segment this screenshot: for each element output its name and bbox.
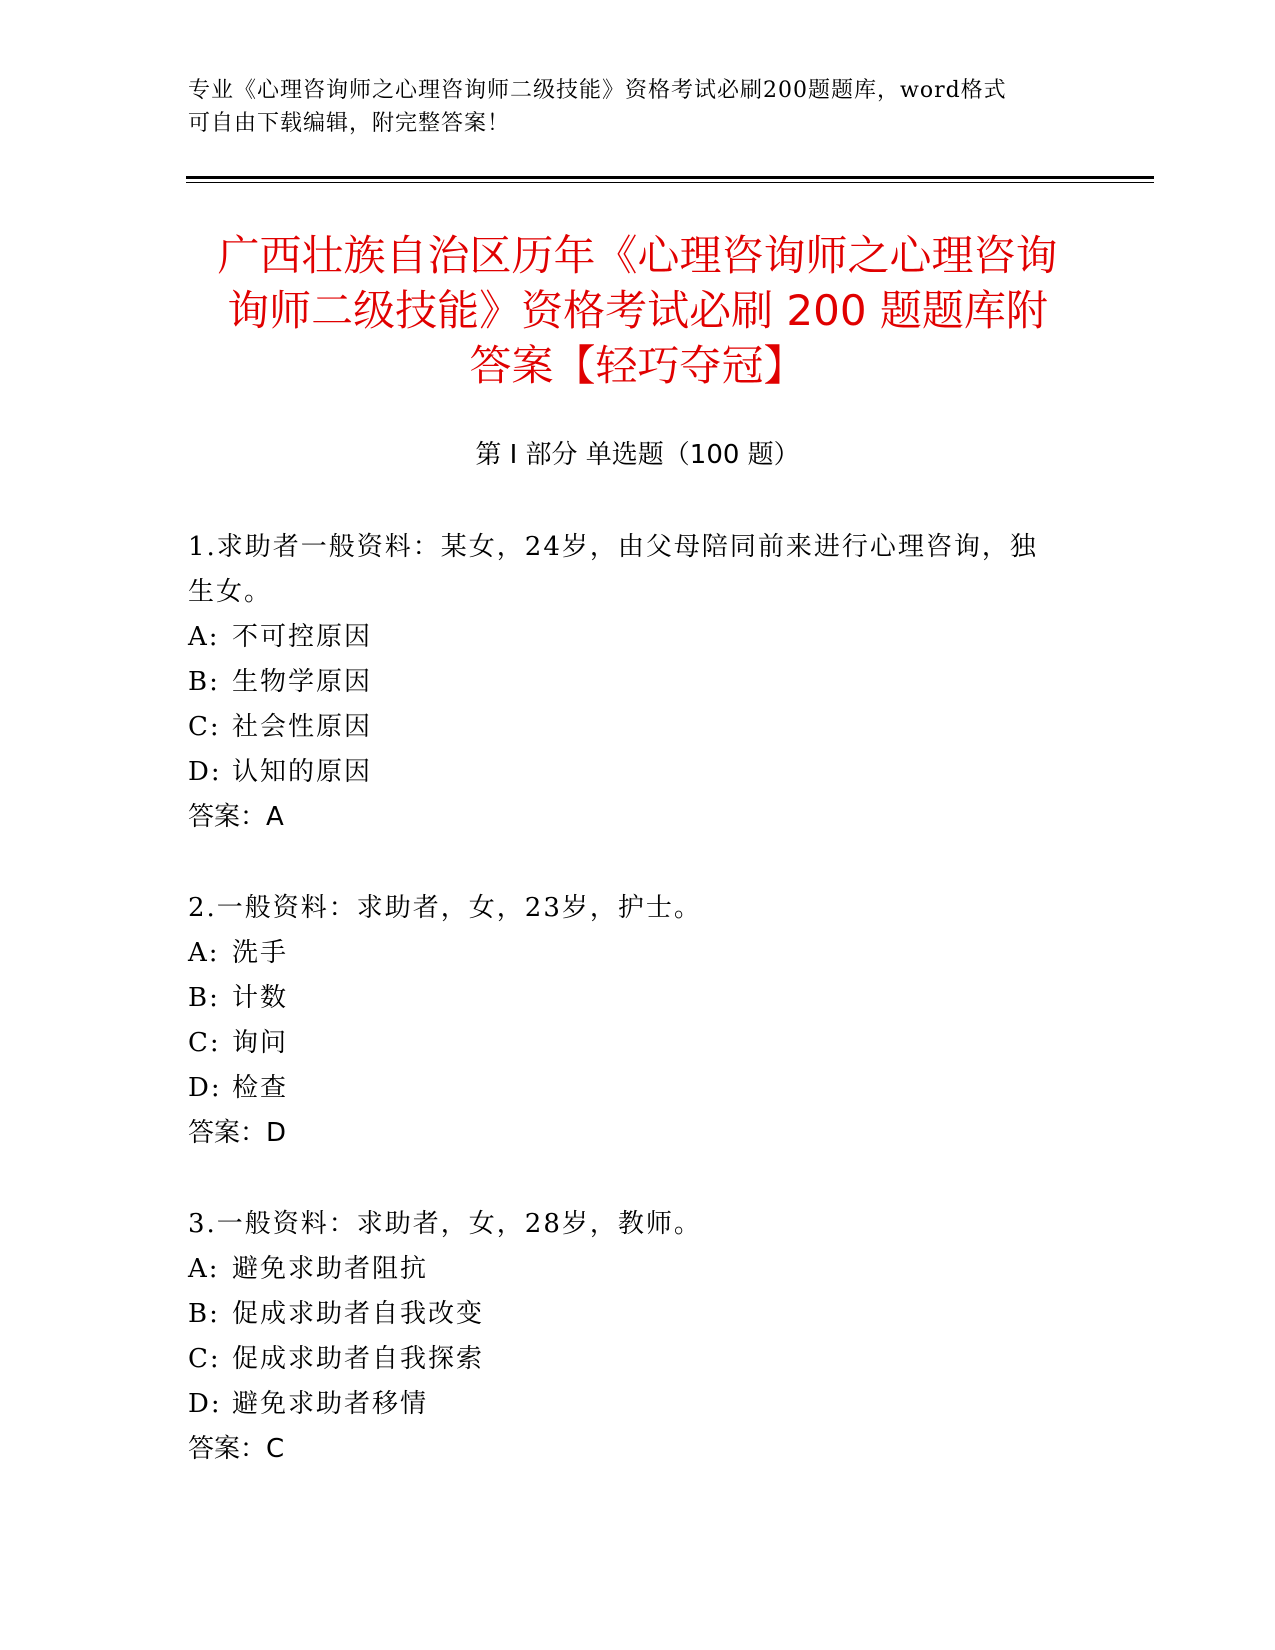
question-stem-line-2: 生女。 bbox=[188, 577, 273, 607]
option-text: 避免求助者移情 bbox=[232, 1389, 429, 1419]
option-a bbox=[188, 1247, 1068, 1292]
answer-line: 答案：D bbox=[188, 1118, 287, 1148]
option-a bbox=[188, 931, 1068, 976]
answer-line: 答案：C bbox=[188, 1434, 285, 1464]
option-text: 促成求助者自我改变 bbox=[232, 1299, 485, 1329]
option-text: 不可控原因 bbox=[232, 622, 373, 652]
option-b bbox=[188, 976, 1068, 1021]
question-1 bbox=[188, 525, 1068, 840]
option-d bbox=[188, 1382, 1068, 1427]
option-text: 认知的原因 bbox=[232, 757, 373, 787]
document-title bbox=[150, 228, 1125, 393]
question-stem-line-1: 2.一般资料：求助者，女，23岁，护士。 bbox=[188, 893, 702, 923]
title-line-2: 询师二级技能》资格考试必刷 200 题题库附 bbox=[227, 286, 1048, 335]
option-text: 避免求助者阻抗 bbox=[232, 1254, 429, 1284]
option-text: 计数 bbox=[232, 983, 289, 1013]
option-key: B: bbox=[188, 983, 220, 1013]
option-key: B: bbox=[188, 667, 220, 697]
option-d bbox=[188, 1066, 1068, 1111]
option-b bbox=[188, 1292, 1068, 1337]
option-b bbox=[188, 660, 1068, 705]
header-divider-thick bbox=[186, 176, 1154, 179]
question-stem-line-1: 3.一般资料：求助者，女，28岁，教师。 bbox=[188, 1209, 702, 1239]
question-stem-line-1: 1.求助者一般资料：某女，24岁，由父母陪同前来进行心理咨询，独 bbox=[188, 532, 1038, 562]
option-key: B: bbox=[188, 1299, 220, 1329]
option-c bbox=[188, 705, 1068, 750]
answer-line: 答案：A bbox=[188, 802, 284, 832]
option-text: 检查 bbox=[232, 1073, 289, 1103]
option-key: D: bbox=[188, 757, 222, 787]
option-key: C: bbox=[188, 1344, 221, 1374]
option-key: C: bbox=[188, 1028, 221, 1058]
question-stem bbox=[188, 525, 1068, 615]
document-header-note bbox=[188, 74, 1068, 140]
option-key: A: bbox=[188, 1254, 220, 1284]
title-line-1: 广西壮族自治区历年《心理咨询师之心理咨询 bbox=[217, 231, 1058, 280]
option-text: 社会性原因 bbox=[232, 712, 373, 742]
option-text: 生物学原因 bbox=[232, 667, 373, 697]
question-list bbox=[188, 525, 1068, 1518]
header-note-line-2: 可自由下载编辑，附完整答案！ bbox=[188, 111, 511, 136]
option-text: 促成求助者自我探索 bbox=[232, 1344, 485, 1374]
question-stem bbox=[188, 1202, 1068, 1247]
option-d bbox=[188, 750, 1068, 795]
option-key: A: bbox=[188, 622, 220, 652]
option-c bbox=[188, 1337, 1068, 1382]
question-stem bbox=[188, 886, 1068, 931]
header-note-line-1: 专业《心理咨询师之心理咨询师二级技能》资格考试必刷200题题库，word格式 bbox=[188, 78, 1007, 103]
option-key: D: bbox=[188, 1389, 222, 1419]
question-3 bbox=[188, 1202, 1068, 1472]
option-c bbox=[188, 1021, 1068, 1066]
section-heading: 第 I 部分 单选题（100 题） bbox=[475, 440, 800, 470]
option-key: C: bbox=[188, 712, 221, 742]
option-key: A: bbox=[188, 938, 220, 968]
question-2 bbox=[188, 886, 1068, 1156]
header-divider-thin bbox=[186, 182, 1154, 183]
option-key: D: bbox=[188, 1073, 222, 1103]
option-text: 询问 bbox=[232, 1028, 289, 1058]
title-line-3: 答案【轻巧夺冠】 bbox=[469, 341, 806, 390]
option-a bbox=[188, 615, 1068, 660]
option-text: 洗手 bbox=[232, 938, 289, 968]
